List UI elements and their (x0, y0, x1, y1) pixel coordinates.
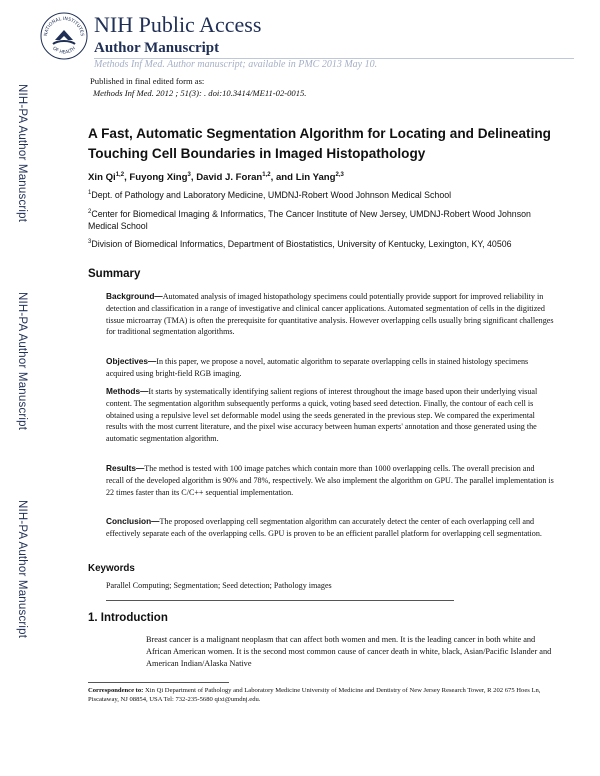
paper-title: A Fast, Automatic Segmentation Algorithm for Locating and Delineating Touching Cell Boundaries in Imaged Histopathology (88, 126, 551, 161)
author-name: Xin Qi (88, 172, 116, 183)
published-label: Published in final edited form as: (90, 76, 205, 86)
header-journal-line: Methods Inf Med. Author manuscript; available in PMC 2013 May 10. (94, 59, 378, 70)
results-paragraph: Results—The method is tested with 100 image patches which contain more than 1000 overlapping cells. The overall precision and recall of the developed algorithm is 90% and 78%, respectively. We also implement the algorithm on GPU. The parallel implementation is 22 times faster than its C/C++ sequential implementation. (106, 463, 554, 497)
introduction-heading: 1. Introduction (88, 612, 168, 624)
author-name: Fuyong Xing (129, 172, 188, 183)
objectives-paragraph: Objectives—In this paper, we propose a novel, automatic algorithm to separate overlapping cells in stained histology specimens acquired using bright-field RGB imaging. (106, 356, 529, 378)
affiliation-1: $^1$Dept. of Pathology and Laboratory Medicine, UMDNJ-Robert Wood Johnson Medical School (88, 190, 452, 200)
background-paragraph: Background—Automated analysis of imaged histopathology specimens could potentially provide support for improved reliability in detection and classification in a range of investigative and clinical cancer applications. Automated segmentation of cells in the digitized tissue microarray (TMA) is often the prerequisite for quantitative analysis. However overlapping cells usually bring significant challenges for traditional segmentation algorithms. (106, 291, 554, 337)
header-title: NIH Public Access (94, 12, 262, 37)
side-watermark-top: NIH-PA Author Manuscript (16, 84, 28, 223)
header-subtitle: Author Manuscript (94, 40, 220, 56)
correspondence-footnote: Correspondence to: Xin Qi Department of Pathology and Laboratory Medicine University of Medicine and Dentistry of New Jersey Research Tower, R 202 675 Hoes Ln, Piscataway, NJ 08854, USA Tel: 732-235-5680 qixi@umdnj.edu. (88, 687, 541, 703)
svg-text:OF HEALTH (51, 46, 77, 56)
logo-text-top: NATIONAL INSTITUTES (43, 16, 85, 37)
conclusion-paragraph: Conclusion—The proposed overlapping cell segmentation algorithm can accurately detect the center of each overlapping cell and effectively separate each of the overlapping cells. GPU is proven to be an efficient parallel platform for overlapping cell segmentation. (106, 516, 542, 538)
author-name: David J. Foran (196, 172, 263, 183)
author-affiliation-marker: 3 (187, 172, 191, 178)
author-affiliation-marker: 1,2 (115, 172, 125, 178)
logo-text-bottom: OF HEALTH (51, 46, 77, 56)
author-affiliation-marker: 1,2 (262, 172, 271, 178)
side-watermark-bottom: NIH-PA Author Manuscript (16, 500, 28, 639)
author-affiliation-marker: 2,3 (335, 172, 344, 178)
summary-heading: Summary (88, 268, 141, 280)
keywords-divider (106, 600, 454, 601)
methods-paragraph: Methods—It starts by systematically identifying salient regions of interest throughout the image based upon their underlying visual content. The segmentation algorithm subsequently performs a quick, voting based seed detection. Finally, the contour of each cell is obtained using a repulsive level set deformable model using the seeds generated in the previous step. We compared the experimental results with the most current literature, and the pixel wise accuracy between human experts' annotation and those generated using the automatic segmentation algorithm. (106, 386, 538, 444)
keywords-list: Parallel Computing; Segmentation; Seed detection; Pathology images (106, 581, 332, 590)
author-name: Lin Yang (295, 172, 336, 183)
affiliation-2: $^2$Center for Biomedical Imaging & Informatics, The Cancer Institute of New Jersey, UMDNJ-Robert Wood Johnson Medical School (88, 209, 531, 231)
affiliation-3: $^3$Division of Biomedical Informatics, Department of Biostatistics, University of Kentucky, Lexington, KY, 40506 (88, 239, 512, 249)
keywords-heading: Keywords (88, 563, 135, 574)
nih-logo-icon (40, 12, 88, 60)
author-list: Xin Qi$^{1,2}$, Fuyong Xing$^3$, David J. Foran$^{1,2}$, and Lin Yang$^{2,3}$ (88, 172, 344, 183)
introduction-paragraph: Breast cancer is a malignant neoplasm that can affect both women and men. It is the leading cancer in both white and African American women. It is the second most common cause of cancer death in white, black, Asian/Pacific Islander and American Indian/Alaska Native (146, 635, 552, 668)
footnote-divider (88, 682, 229, 683)
side-watermark-middle: NIH-PA Author Manuscript (16, 292, 28, 431)
citation-line: Methods Inf Med. 2012 ; 51(3): . doi:10.3414/ME11-02-0015. (93, 88, 307, 98)
